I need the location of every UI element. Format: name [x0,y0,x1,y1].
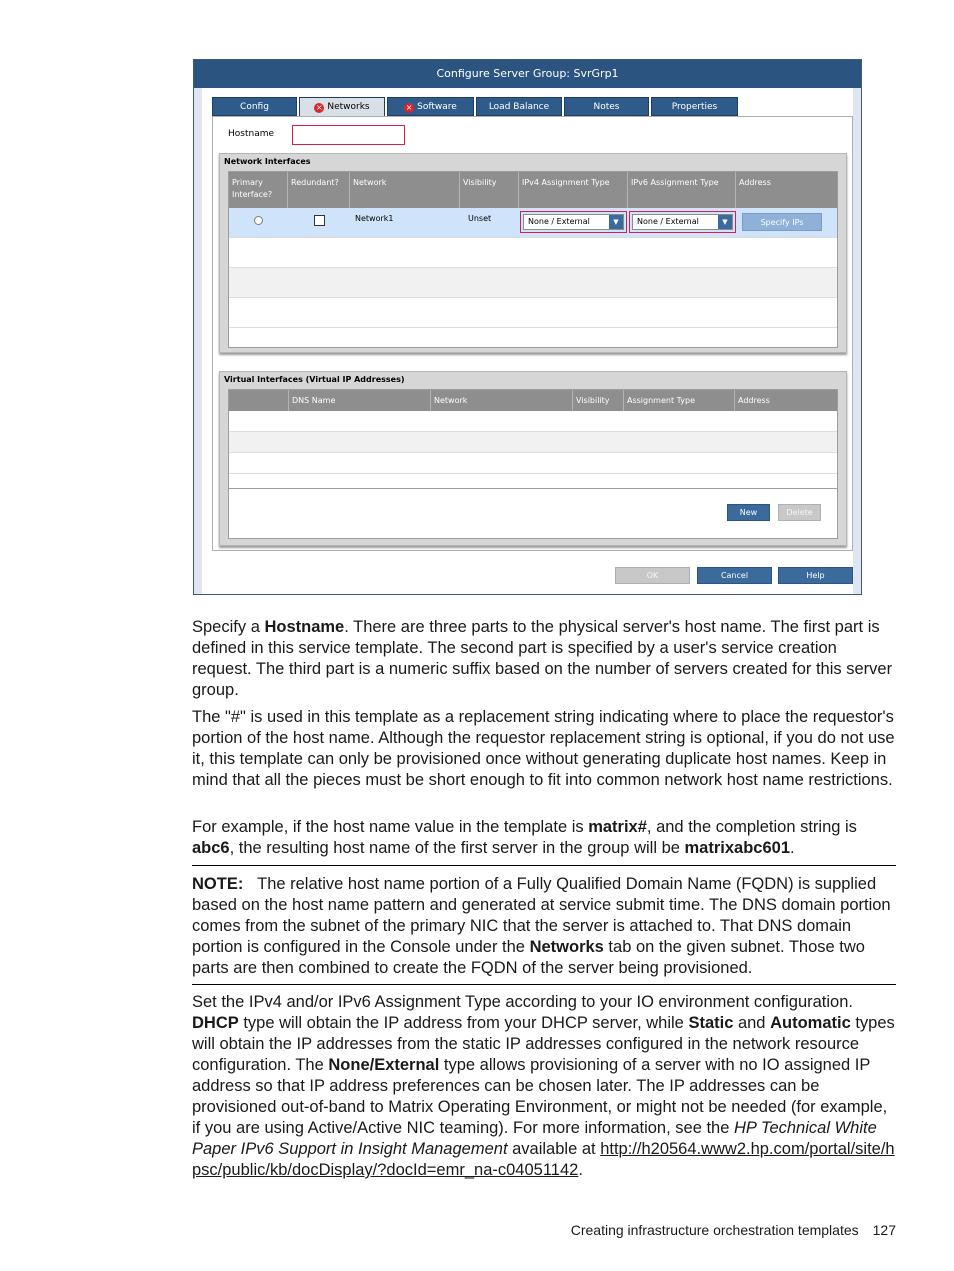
text-run: , and the completion string is [646,818,857,836]
network-interfaces-group [219,153,847,353]
text-run: tab on the given subnet. Those two parts are then combined to create the FQDN of the server being provisioned. [192,938,865,977]
grid-header [229,390,837,411]
table-row[interactable] [229,432,837,453]
column-header[interactable]: Primary Interface? [229,172,288,208]
new-button[interactable]: New [727,504,770,521]
table-row[interactable] [229,238,837,268]
ipv4-assignment-select[interactable] [520,211,627,233]
paragraph-replacement: The "#" is used in this template as a replacement string indicating where to place the requestor's portion of the host name. Although the requestor replacement string is optional, if you do not use it, this template can only be provisioned once without generating duplicate host names. Keep in mind that all the pieces must be short enough to fit into common network host name restrictions. [192,708,895,789]
text-run: Specify a [192,618,265,636]
column-header[interactable]: Address [738,396,770,405]
page-footer [560,1222,896,1238]
column-header[interactable]: Address [739,178,771,187]
paragraph-assignment-type [192,992,897,1181]
paragraph-example [192,817,897,859]
cell-ipv6 [628,208,736,237]
virtual-interfaces-title: Virtual Interfaces (Virtual IP Addresses) [224,375,405,384]
text-bold: abc6 [192,839,230,857]
cell-network: Network1 [355,214,394,223]
table-row[interactable] [229,268,837,298]
cell-visibility: Unset [468,214,492,223]
virtual-interfaces-actions [228,489,838,539]
ipv6-value: None / External [637,217,699,226]
text-bold: matrixabc601 [684,839,791,857]
text-run: . There are three parts to the physical server's host name. The first part is defined in this service template. The second part is specified by a user's service creation request. The third part is a numeric suffix based on the number of servers created for this server group. [192,618,893,699]
cell-ipv4 [519,208,628,237]
tab-bar [212,97,738,116]
table-row[interactable] [229,208,837,238]
table-row[interactable] [229,298,837,328]
paragraph-hostname [192,617,897,701]
column-header[interactable] [229,390,289,411]
column-header[interactable]: Redundant? [288,172,350,208]
tab-config[interactable] [212,97,297,116]
column-header[interactable]: IPv4 Assignment Type [519,172,628,208]
column-header[interactable]: IPv6 Assignment Type [628,172,736,208]
text-bold: Static [688,1014,734,1032]
tab-label: Load Balance [488,102,550,112]
text-run: and [733,1014,771,1032]
text-run: . [578,1161,583,1179]
note-label: NOTE: [192,875,244,893]
text-bold: None/External [328,1056,440,1074]
page-number: 127 [872,1222,896,1238]
column-header[interactable]: Visibility [573,390,624,411]
tab-load-balance[interactable] [476,97,562,116]
cell-address [736,208,837,237]
text-run: . [790,839,795,857]
network-interfaces-title: Network Interfaces [224,157,311,166]
tab-label: Software [417,102,457,112]
footer-section: Creating infrastructure orchestration templates [570,1222,859,1238]
tab-label: Config [240,102,269,112]
text-run: The relative host name portion of a Fully Qualified Domain Name (FQDN) is supplied based on the host name pattern and generated at service submit time. The DNS domain portion comes from the subnet of the primary NIC that the server is attached to. That DNS domain portion is configured in the Console under the [192,875,891,956]
redundant-checkbox[interactable] [314,215,325,226]
tab-notes[interactable] [564,97,649,116]
text-bold: Hostname [264,618,345,636]
text-run: types will obtain the IP addresses from the static IP addresses configured in the network resource configuration. The [192,1014,895,1074]
dropdown-arrow-icon[interactable]: ▼ [609,215,623,229]
dialog-body [202,88,853,594]
text-run: type will obtain the IP address from your DHCP server, while [238,1014,689,1032]
column-header[interactable]: Network [350,172,460,208]
text-run: type allows provisioning of a server with no IO assigned IP address so that IP address preferences can be chosen later. The IP addresses can be provisioned out-of-band to Matrix Operating Environment, or might not be needed (for example, if you are using Active/Active NIC teaming). For more information, see the [192,1056,888,1137]
table-row[interactable] [229,411,837,432]
ipv6-assignment-select[interactable] [629,211,736,233]
help-button[interactable]: Help [778,567,853,584]
virtual-interfaces-grid [228,389,838,489]
delete-button[interactable]: Delete [778,504,821,521]
column-header[interactable]: Visibility [460,172,519,208]
specify-ips-button[interactable]: Specify IPs [742,213,822,231]
tab-label: Networks [327,102,370,112]
ipv4-value: None / External [528,217,590,226]
tab-label: Notes [593,102,620,112]
table-row[interactable] [229,453,837,474]
network-interfaces-grid [228,171,838,348]
error-icon: × [316,103,323,112]
column-header[interactable]: DNS Name [289,390,431,411]
error-icon: × [405,103,413,112]
dialog-title: Configure Server Group: SvrGrp1 [194,60,861,88]
text-run: Set the IPv4 and/or IPv6 Assignment Type according to your IO environment configuration. [192,993,853,1011]
text-bold: DHCP [192,1014,239,1032]
dialog-screenshot [193,59,862,595]
virtual-interfaces-group [219,371,847,546]
text-bold: Networks [529,938,604,956]
text-run: For example, if the host name value in the template is [192,818,589,836]
hostname-input[interactable] [292,125,405,145]
text-bold: Automatic [770,1014,851,1032]
text-bold: matrix# [588,818,647,836]
hostname-label: Hostname [228,129,275,139]
tab-networks[interactable] [299,97,385,117]
column-header[interactable]: Network [431,390,573,411]
note-box [192,865,896,985]
tab-label: Properties [671,102,718,112]
text-italic: HP Technical White Paper IPv6 Support in Insight Management [192,1119,877,1158]
primary-radio[interactable] [254,216,263,225]
dropdown-arrow-icon[interactable]: ▼ [718,215,732,229]
text-run: available at [507,1140,601,1158]
tab-properties[interactable] [651,97,738,116]
cancel-button[interactable]: Cancel [697,567,772,584]
tab-software[interactable] [387,97,474,116]
cell-redundant [288,208,350,237]
text-run: , the resulting host name of the first server in the group will be [229,839,685,857]
cell-primary [229,208,288,237]
ok-button[interactable]: OK [615,567,690,584]
networks-tab-panel [212,116,853,551]
whitepaper-link[interactable]: http://h20564.www2.hp.com/portal/site/hpsc/public/kb/docDisplay/?docId=emr_na-c04051142 [192,1140,895,1179]
column-header[interactable]: Assignment Type [624,390,735,411]
grid-header [229,172,837,208]
